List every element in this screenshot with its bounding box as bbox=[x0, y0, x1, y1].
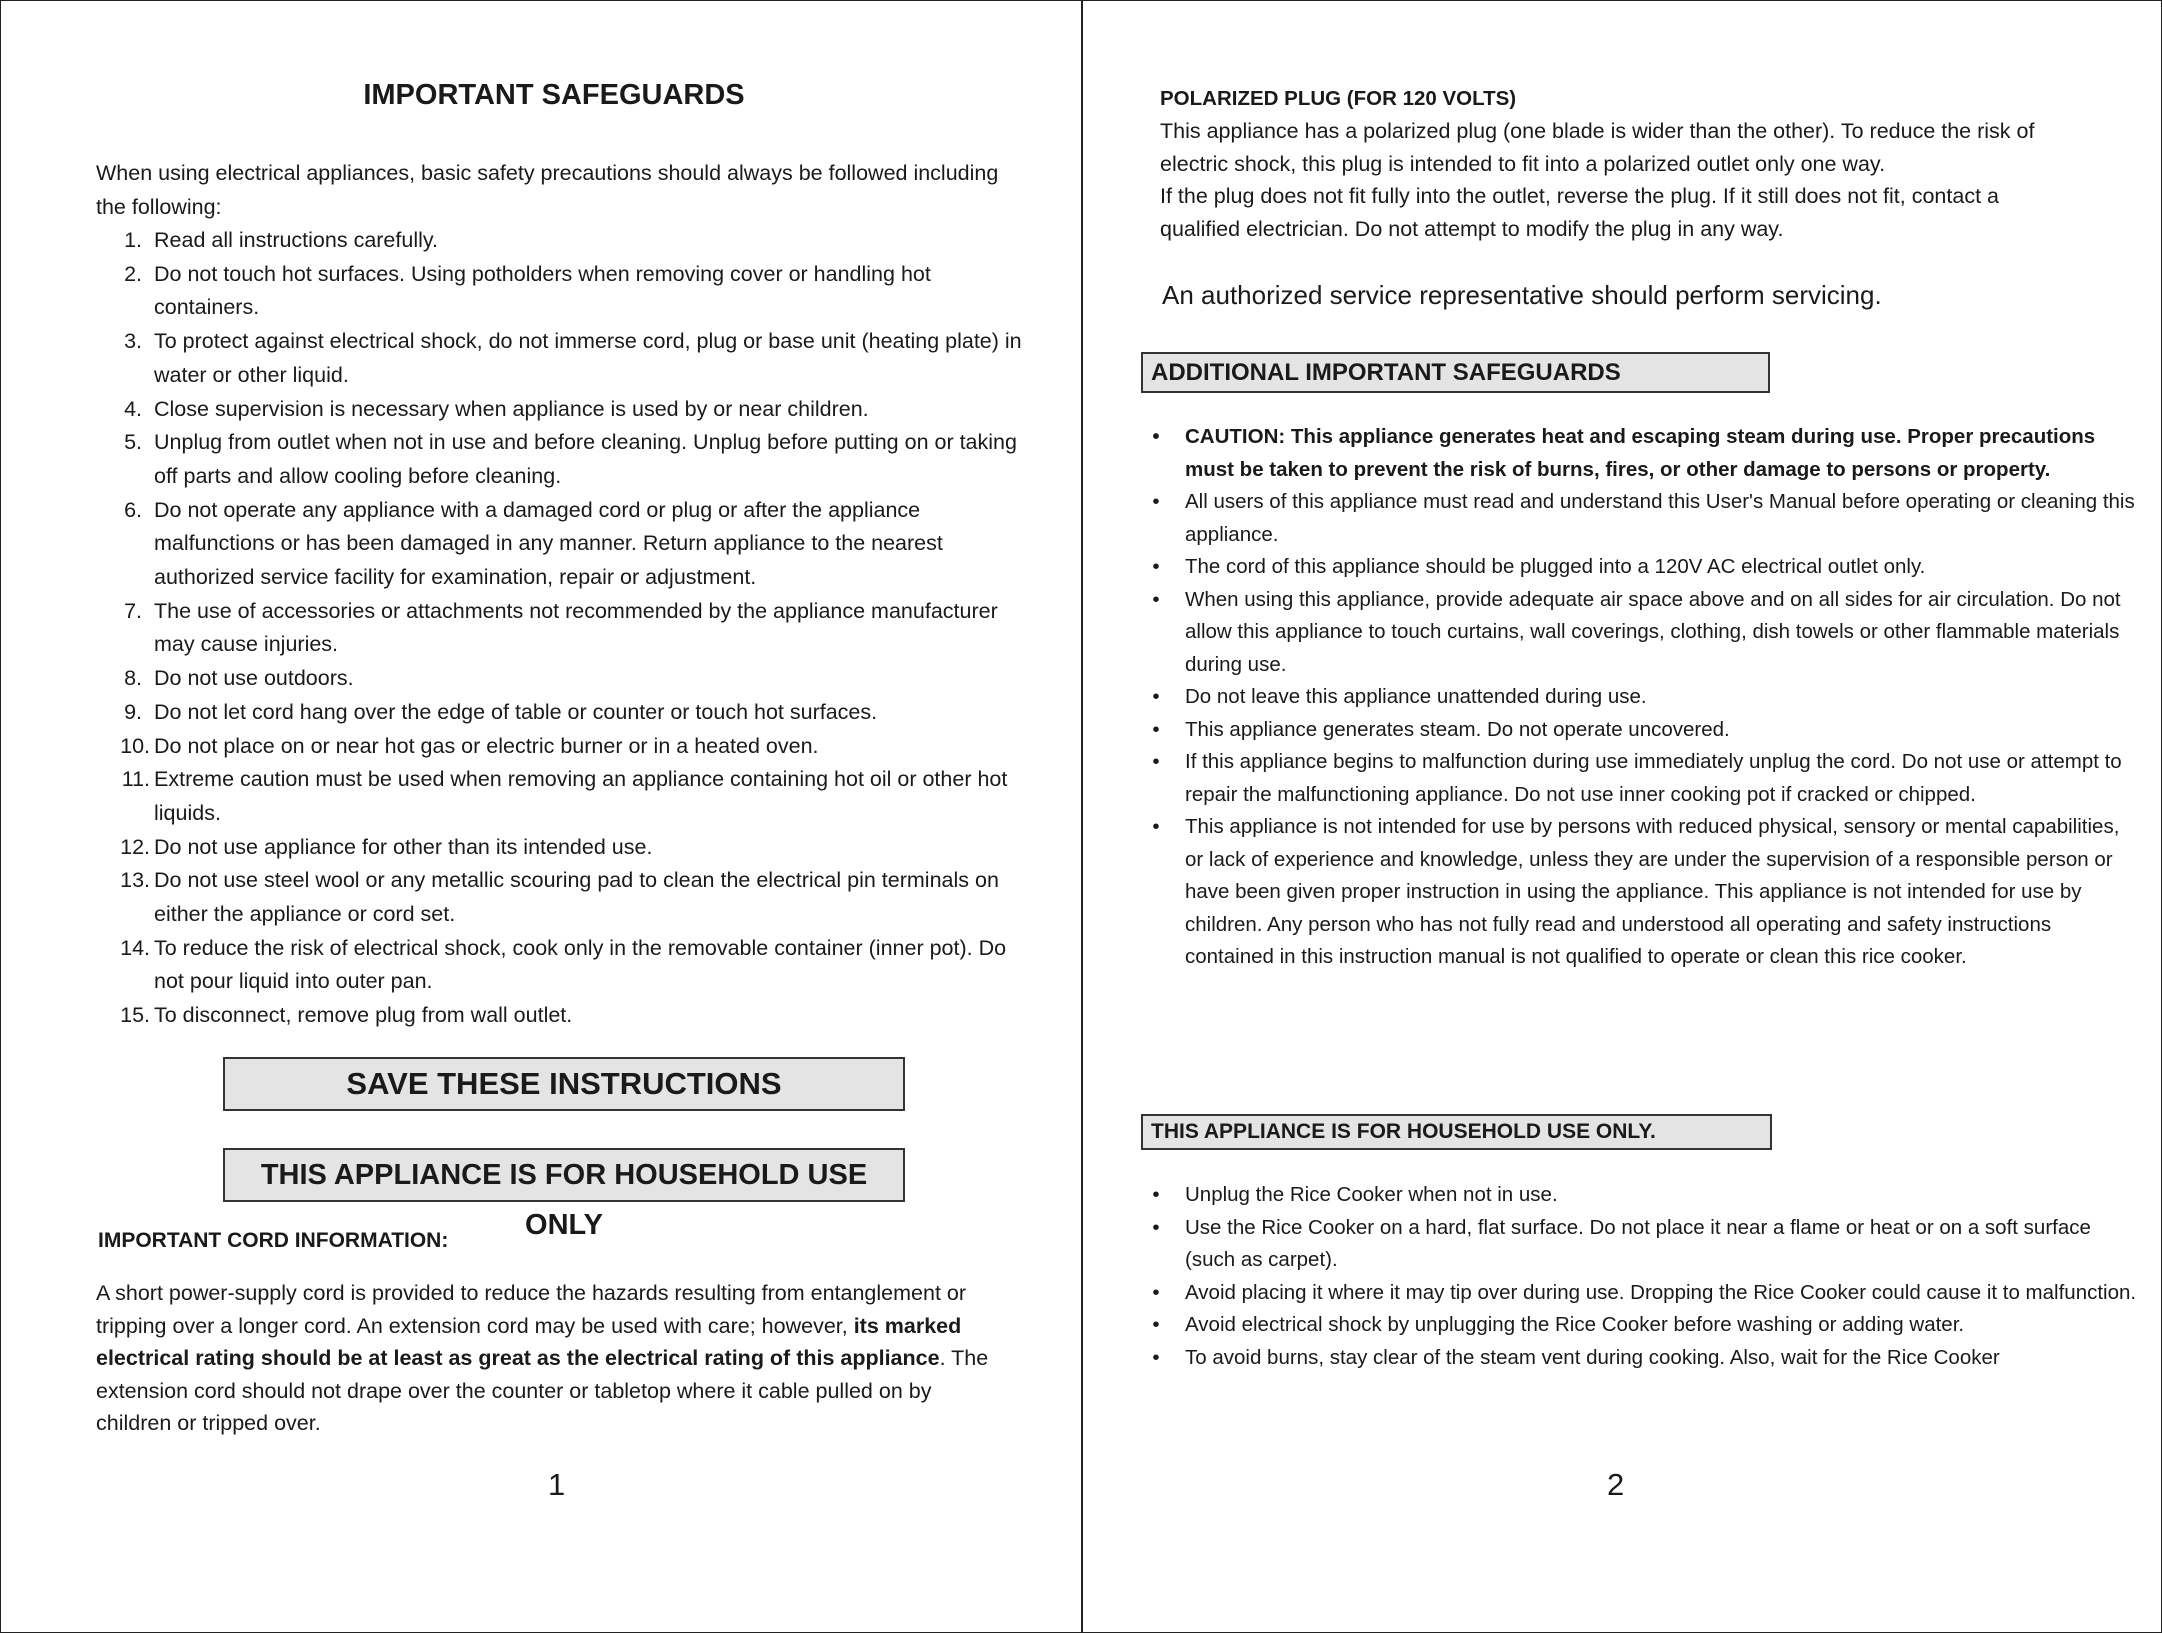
list-item: 10. Do not place on or near hot gas or electric burner or in a heated oven. bbox=[120, 733, 819, 758]
cord-info-heading: IMPORTANT CORD INFORMATION: bbox=[98, 1229, 449, 1252]
bullet-icon: • bbox=[1152, 717, 1160, 741]
household-use-box: THIS APPLIANCE IS FOR HOUSEHOLD USE ONLY. bbox=[1141, 1114, 1772, 1150]
cord-info-paragraph: A short power-supply cord is provided to reduce the hazards resulting from entanglement or tripping over a longer cord. An extension cord may be used with care; however, its marked electrical rating should be at least as great as the electrical rating of this appliance. The extension cord should not drape over the counter or tabletop where it cable pulled on by children or tripped over. bbox=[96, 1281, 989, 1435]
polarized-plug-heading: POLARIZED PLUG (FOR 120 VOLTS) bbox=[1160, 87, 1517, 110]
list-item: • Unplug the Rice Cooker when not in use. bbox=[1151, 1179, 2141, 1212]
household-use-list bbox=[1151, 1179, 2141, 1374]
list-item: 6. Do not operate any appliance with a damaged cord or plug or after the appliance malfunctions or has been damaged in any manner. Return appliance to the nearest authorized service facility for examination, repair or adjustment. bbox=[124, 497, 943, 590]
list-item: 7. The use of accessories or attachments not recommended by the appliance manufacturer may cause injuries. bbox=[124, 598, 998, 657]
list-item: 15. To disconnect, remove plug from wall outlet. bbox=[120, 1003, 573, 1028]
household-use-box: THIS APPLIANCE IS FOR HOUSEHOLD USE ONLY bbox=[223, 1148, 905, 1202]
list-item: 11. Extreme caution must be used when removing an appliance containing hot oil or other hot liquids. bbox=[121, 767, 1008, 825]
additional-safeguards-list bbox=[1151, 421, 2141, 974]
list-item: 3. To protect against electrical shock, do not immerse cord, plug or base unit (heating plate) in water or other liquid. bbox=[124, 329, 1022, 387]
cord-rating-emphasis: its marked electrical rating should be at least as great as the electrical rating of this appliance bbox=[96, 1313, 962, 1370]
bullet-icon: • bbox=[1152, 1183, 1160, 1206]
list-item: 14. To reduce the risk of electrical shock, cook only in the removable container (inner pot). Do not pour liquid into outer pan. bbox=[120, 935, 1007, 994]
list-item: 1. Read all instructions carefully. bbox=[124, 228, 439, 252]
safeguards-list bbox=[96, 224, 1026, 1033]
bullet-icon: • bbox=[1152, 750, 1160, 773]
list-item: • The cord of this appliance should be plugged into a 120V AC electrical outlet only. bbox=[1151, 551, 2141, 584]
bullet-icon: • bbox=[1152, 587, 1160, 611]
list-item: • If this appliance begins to malfunction during use immediately unplug the cord. Do not use or attempt to repair the malfunctioning appliance. Do not use inner cooking pot if cracked or chipped. bbox=[1151, 746, 2141, 811]
list-item: 12. Do not use appliance for other than its intended use. bbox=[120, 834, 653, 859]
list-item: • Do not leave this appliance unattended during use. bbox=[1151, 681, 2141, 714]
list-item: • Use the Rice Cooker on a hard, flat surface. Do not place it near a flame or heat or on a soft surface (such as carpet). bbox=[1151, 1212, 2141, 1277]
page-number: 1 bbox=[548, 1467, 566, 1502]
list-item: 5. Unplug from outlet when not in use and before cleaning. Unplug before putting on or taking off parts and allow cooling before cleaning. bbox=[124, 430, 1017, 488]
polarized-plug-paragraph: This appliance has a polarized plug (one blade is wider than the other). To reduce the risk of electric shock, this plug is intended to fit into a polarized outlet only one way. If the plug does not fit fully into the outlet, reverse the plug. If it still does not fit, contact a qualified electrician. Do not attempt to modify the plug in any way. bbox=[1160, 119, 2035, 241]
bullet-icon: • bbox=[1152, 1345, 1160, 1369]
bullet-icon: • bbox=[1152, 685, 1160, 708]
page-number: 2 bbox=[1607, 1467, 1625, 1502]
list-item: 4. Close supervision is necessary when appliance is used by or near children. bbox=[124, 396, 869, 421]
bullet-icon: • bbox=[1152, 1215, 1160, 1239]
list-item: • Avoid placing it where it may tip over during use. Dropping the Rice Cooker could cause it to malfunction. bbox=[1151, 1277, 2141, 1310]
bullet-icon: • bbox=[1152, 555, 1160, 578]
list-item: • When using this appliance, provide adequate air space above and on all sides for air circulation. Do not allow this appliance to touch curtains, wall coverings, clothing, dish towels or other flammable materials during use. bbox=[1151, 584, 2141, 682]
list-item: • This appliance is not intended for use by persons with reduced physical, sensory or mental capabilities, or lack of experience and knowledge, unless they are under the supervision of a responsible person or have been given proper instruction in using the appliance. This appliance is not intended for use by children. Any person who has not fully read and understood all operating and safety instructions contained in this instruction manual is not qualified to operate or clean this rice cooker. bbox=[1151, 811, 2141, 974]
list-item: 13. Do not use steel wool or any metallic scouring pad to clean the electrical pin terminals on either the appliance or cord set. bbox=[120, 868, 999, 927]
service-note: An authorized service representative should perform servicing. bbox=[1162, 280, 1882, 310]
page-right bbox=[1081, 0, 2162, 1633]
list-item: • To avoid burns, stay clear of the steam vent during cooking. Also, wait for the Rice Cooker bbox=[1151, 1342, 2141, 1375]
bullet-icon: • bbox=[1152, 1280, 1160, 1304]
bullet-icon: • bbox=[1152, 425, 1160, 448]
page-title: IMPORTANT SAFEGUARDS bbox=[363, 79, 745, 111]
list-item: 8. Do not use outdoors. bbox=[124, 666, 354, 691]
intro-paragraph: When using electrical appliances, basic safety precautions should always be followed including the following: bbox=[96, 161, 999, 219]
bullet-icon: • bbox=[1152, 1313, 1160, 1336]
save-instructions-box: SAVE THESE INSTRUCTIONS bbox=[223, 1057, 905, 1111]
list-item: • All users of this appliance must read and understand this User's Manual before operating or cleaning this appliance. bbox=[1151, 486, 2141, 551]
list-item: 9. Do not let cord hang over the edge of table or counter or touch hot surfaces. bbox=[124, 699, 878, 724]
bullet-icon: • bbox=[1152, 815, 1160, 838]
list-item: • Avoid electrical shock by unplugging the Rice Cooker before washing or adding water. bbox=[1151, 1309, 2141, 1342]
list-item: 2. Do not touch hot surfaces. Using potholders when removing cover or handling hot containers. bbox=[124, 261, 931, 320]
list-item: • CAUTION: This appliance generates heat and escaping steam during use. Proper precautions must be taken to prevent the risk of burns, fires, or other damage to persons or property. bbox=[1151, 421, 2141, 486]
additional-safeguards-box: ADDITIONAL IMPORTANT SAFEGUARDS bbox=[1141, 352, 1770, 393]
bullet-icon: • bbox=[1152, 490, 1160, 513]
list-item: • This appliance generates steam. Do not operate uncovered. bbox=[1151, 714, 2141, 747]
